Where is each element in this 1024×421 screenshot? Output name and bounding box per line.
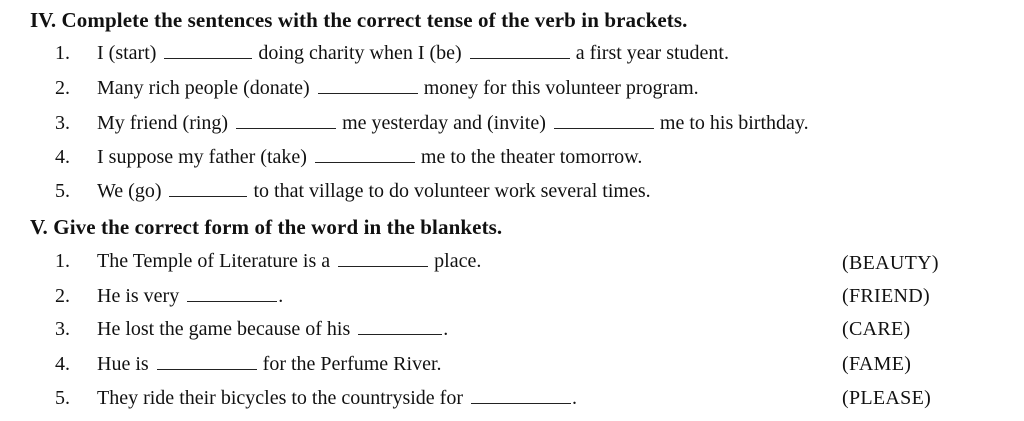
- item-text: doing charity when I (be): [258, 42, 462, 64]
- answer-blank[interactable]: [470, 42, 570, 59]
- answer-blank[interactable]: [164, 42, 252, 59]
- answer-blank[interactable]: [157, 353, 257, 370]
- item-number: 3.: [55, 112, 70, 134]
- section-v-item-1: [55, 250, 481, 273]
- item-text: to that village to do volunteer work several times.: [253, 180, 651, 202]
- item-number: 3.: [55, 318, 70, 340]
- item-text: money for this volunteer program.: [423, 77, 699, 99]
- item-text: .: [443, 318, 449, 340]
- item-text: He is very: [97, 285, 180, 307]
- answer-blank[interactable]: [554, 112, 654, 129]
- section-iv-item-1: [55, 42, 729, 65]
- answer-blank[interactable]: [315, 146, 415, 163]
- item-number: 5.: [55, 387, 70, 409]
- item-text: a first year student.: [575, 42, 729, 64]
- section-v-item-2: [55, 285, 283, 308]
- item-text: for the Perfume River.: [262, 353, 442, 375]
- item-text: I suppose my father (take): [97, 146, 307, 168]
- item-number: 5.: [55, 180, 70, 202]
- item-number: 2.: [55, 77, 70, 99]
- item-number: 1.: [55, 250, 70, 272]
- section-iv-item-5: [55, 180, 651, 203]
- item-number: 4.: [55, 353, 70, 375]
- answer-blank[interactable]: [169, 180, 247, 197]
- section-v-title: V. Give the correct form of the word in the blankets.: [30, 215, 503, 239]
- item-number: 4.: [55, 146, 70, 168]
- word-hint: (BEAUTY): [842, 252, 939, 274]
- section-v-item-3: [55, 318, 448, 341]
- answer-blank[interactable]: [187, 285, 277, 302]
- item-text: My friend (ring): [97, 112, 229, 134]
- item-number: 2.: [55, 285, 70, 307]
- item-text: me to the theater tomorrow.: [420, 146, 643, 168]
- answer-blank[interactable]: [338, 250, 428, 267]
- section-iv-title: IV. Complete the sentences with the correct tense of the verb in brackets.: [30, 8, 688, 32]
- item-text: I (start): [97, 42, 157, 64]
- answer-blank[interactable]: [358, 318, 442, 335]
- answer-blank[interactable]: [318, 77, 418, 94]
- answer-blank[interactable]: [471, 387, 571, 404]
- item-text: Many rich people (donate): [97, 77, 310, 99]
- item-text: He lost the game because of his: [97, 318, 351, 340]
- item-text: .: [278, 285, 284, 307]
- item-text: Hue is: [97, 353, 149, 375]
- section-iv-item-2: [55, 77, 699, 100]
- word-hint: (FRIEND): [842, 285, 930, 307]
- item-text: me yesterday and (invite): [342, 112, 546, 134]
- word-hint: (FAME): [842, 353, 912, 375]
- item-number: 1.: [55, 42, 70, 64]
- item-text: The Temple of Literature is a: [97, 250, 331, 272]
- section-v-item-4: [55, 353, 442, 376]
- item-text: place.: [434, 250, 482, 272]
- item-text: .: [572, 387, 577, 409]
- section-v-item-5: [55, 387, 577, 410]
- item-text: They ride their bicycles to the countryside for: [97, 387, 463, 409]
- word-hint: (PLEASE): [842, 387, 932, 409]
- word-hint: (CARE): [842, 318, 911, 340]
- answer-blank[interactable]: [236, 112, 336, 129]
- section-iv-item-4: [55, 146, 642, 169]
- item-text: We (go): [97, 180, 162, 202]
- item-text: me to his birthday.: [659, 112, 809, 134]
- section-iv-item-3: [55, 112, 809, 135]
